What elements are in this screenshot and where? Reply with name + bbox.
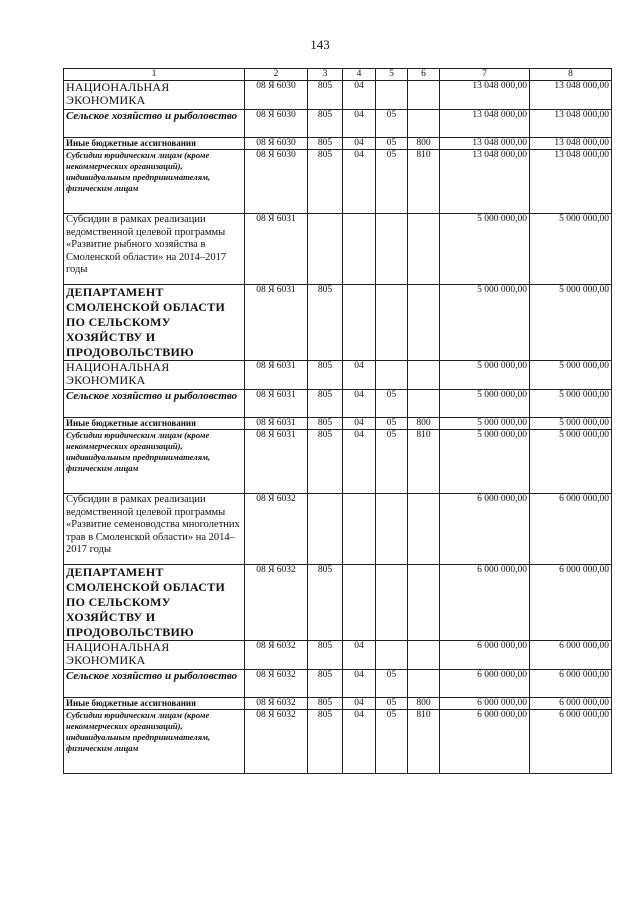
section-code-cell: 04 <box>343 138 376 150</box>
section-code-cell: 04 <box>343 390 376 418</box>
row-name-cell: Сельское хозяйство и рыболовство <box>64 390 245 418</box>
amount-col8-cell: 6 000 000,00 <box>530 565 612 641</box>
row-name-cell: НАЦИОНАЛЬНАЯ ЭКОНОМИКА <box>64 81 245 110</box>
expense-type-cell: 810 <box>408 150 440 214</box>
table-row <box>64 390 612 418</box>
row-name-cell: Иные бюджетные ассигнования <box>64 138 245 150</box>
ministry-code-cell: 805 <box>308 418 343 430</box>
subsection-code-cell <box>376 641 408 670</box>
ministry-code-cell: 805 <box>308 390 343 418</box>
amount-col8-cell: 5 000 000,00 <box>530 418 612 430</box>
row-name-cell: НАЦИОНАЛЬНАЯ ЭКОНОМИКА <box>64 361 245 390</box>
subsection-code-cell <box>376 494 408 565</box>
row-name-cell: Сельское хозяйство и рыболовство <box>64 670 245 698</box>
target-code-cell: 08 Я 6031 <box>245 361 308 390</box>
target-code-cell: 08 Я 6030 <box>245 81 308 110</box>
table-row <box>64 565 612 641</box>
expense-type-cell: 810 <box>408 710 440 774</box>
section-code-cell <box>343 285 376 361</box>
expense-type-cell <box>408 214 440 285</box>
table-row <box>64 110 612 138</box>
target-code-cell: 08 Я 6032 <box>245 670 308 698</box>
ministry-code-cell: 805 <box>308 641 343 670</box>
ministry-code-cell: 805 <box>308 361 343 390</box>
amount-col8-cell: 13 048 000,00 <box>530 150 612 214</box>
amount-col7-cell: 5 000 000,00 <box>440 285 530 361</box>
amount-col7-cell: 13 048 000,00 <box>440 138 530 150</box>
row-name-cell: ДЕПАРТАМЕНТ СМОЛЕНСКОЙ ОБЛАСТИ ПО СЕЛЬСКОМУ ХОЗЯЙСТВУ И ПРОДОВОЛЬСТВИЮ <box>64 285 245 361</box>
target-code-cell: 08 Я 6031 <box>245 285 308 361</box>
header-cell: 5 <box>376 69 408 81</box>
ministry-code-cell: 805 <box>308 710 343 774</box>
section-code-cell: 04 <box>343 361 376 390</box>
table-row <box>64 214 612 285</box>
amount-col8-cell: 13 048 000,00 <box>530 81 612 110</box>
expense-type-cell: 810 <box>408 430 440 494</box>
table-row <box>64 430 612 494</box>
header-cell: 1 <box>64 69 245 81</box>
expense-type-cell <box>408 390 440 418</box>
ministry-code-cell: 805 <box>308 565 343 641</box>
target-code-cell: 08 Я 6032 <box>245 494 308 565</box>
subsection-code-cell: 05 <box>376 710 408 774</box>
amount-col8-cell: 5 000 000,00 <box>530 390 612 418</box>
amount-col7-cell: 13 048 000,00 <box>440 81 530 110</box>
amount-col7-cell: 6 000 000,00 <box>440 565 530 641</box>
target-code-cell: 08 Я 6032 <box>245 710 308 774</box>
target-code-cell: 08 Я 6032 <box>245 641 308 670</box>
subsection-code-cell: 05 <box>376 110 408 138</box>
table-row <box>64 698 612 710</box>
ministry-code-cell: 805 <box>308 110 343 138</box>
subsection-code-cell: 05 <box>376 670 408 698</box>
table-row <box>64 418 612 430</box>
ministry-code-cell <box>308 214 343 285</box>
expense-type-cell <box>408 110 440 138</box>
subsection-code-cell <box>376 214 408 285</box>
table-row <box>64 361 612 390</box>
table-row <box>64 285 612 361</box>
ministry-code-cell <box>308 494 343 565</box>
target-code-cell: 08 Я 6030 <box>245 110 308 138</box>
amount-col7-cell: 6 000 000,00 <box>440 670 530 698</box>
target-code-cell: 08 Я 6031 <box>245 214 308 285</box>
row-name-cell: Иные бюджетные ассигнования <box>64 698 245 710</box>
ministry-code-cell: 805 <box>308 150 343 214</box>
subsection-code-cell: 05 <box>376 390 408 418</box>
target-code-cell: 08 Я 6030 <box>245 150 308 214</box>
amount-col7-cell: 5 000 000,00 <box>440 390 530 418</box>
subsection-code-cell <box>376 81 408 110</box>
subsection-code-cell <box>376 565 408 641</box>
header-cell: 2 <box>245 69 308 81</box>
amount-col7-cell: 13 048 000,00 <box>440 150 530 214</box>
table-row <box>64 670 612 698</box>
header-row <box>64 69 612 81</box>
budget-table <box>63 68 612 774</box>
row-name-cell: Субсидии в рамках реализации ведомственной целевой программы «Развитие семеноводства многолетних трав в Смоленской области» на 2014–2017 годы <box>64 494 245 565</box>
amount-col7-cell: 6 000 000,00 <box>440 698 530 710</box>
target-code-cell: 08 Я 6031 <box>245 430 308 494</box>
amount-col8-cell: 6 000 000,00 <box>530 494 612 565</box>
expense-type-cell <box>408 81 440 110</box>
amount-col7-cell: 13 048 000,00 <box>440 110 530 138</box>
section-code-cell: 04 <box>343 430 376 494</box>
amount-col8-cell: 13 048 000,00 <box>530 110 612 138</box>
table-row <box>64 150 612 214</box>
amount-col7-cell: 5 000 000,00 <box>440 430 530 494</box>
amount-col8-cell: 13 048 000,00 <box>530 138 612 150</box>
expense-type-cell <box>408 641 440 670</box>
amount-col7-cell: 6 000 000,00 <box>440 494 530 565</box>
header-cell: 7 <box>440 69 530 81</box>
amount-col8-cell: 6 000 000,00 <box>530 710 612 774</box>
amount-col8-cell: 6 000 000,00 <box>530 670 612 698</box>
ministry-code-cell: 805 <box>308 430 343 494</box>
expense-type-cell <box>408 361 440 390</box>
expense-type-cell <box>408 565 440 641</box>
table-row <box>64 81 612 110</box>
row-name-cell: Субсидии юридическим лицам (кроме некоммерческих организаций), индивидуальным предпринимателям, физическим лицам <box>64 710 245 774</box>
amount-col7-cell: 5 000 000,00 <box>440 214 530 285</box>
target-code-cell: 08 Я 6030 <box>245 138 308 150</box>
row-name-cell: Иные бюджетные ассигнования <box>64 418 245 430</box>
header-cell: 6 <box>408 69 440 81</box>
section-code-cell: 04 <box>343 81 376 110</box>
expense-type-cell <box>408 494 440 565</box>
row-name-cell: Сельское хозяйство и рыболовство <box>64 110 245 138</box>
expense-type-cell: 800 <box>408 138 440 150</box>
ministry-code-cell: 805 <box>308 285 343 361</box>
amount-col7-cell: 6 000 000,00 <box>440 641 530 670</box>
amount-col8-cell: 5 000 000,00 <box>530 430 612 494</box>
amount-col7-cell: 5 000 000,00 <box>440 361 530 390</box>
table-row <box>64 641 612 670</box>
ministry-code-cell: 805 <box>308 698 343 710</box>
section-code-cell: 04 <box>343 641 376 670</box>
expense-type-cell: 800 <box>408 418 440 430</box>
section-code-cell <box>343 214 376 285</box>
section-code-cell: 04 <box>343 670 376 698</box>
row-name-cell: Субсидии юридическим лицам (кроме некоммерческих организаций), индивидуальным предпринимателям, физическим лицам <box>64 150 245 214</box>
expense-type-cell: 800 <box>408 698 440 710</box>
target-code-cell: 08 Я 6032 <box>245 565 308 641</box>
row-name-cell: Субсидии юридическим лицам (кроме некоммерческих организаций), индивидуальным предпринимателям, физическим лицам <box>64 430 245 494</box>
expense-type-cell <box>408 670 440 698</box>
amount-col8-cell: 6 000 000,00 <box>530 641 612 670</box>
subsection-code-cell <box>376 285 408 361</box>
amount-col8-cell: 5 000 000,00 <box>530 214 612 285</box>
header-cell: 8 <box>530 69 612 81</box>
amount-col8-cell: 5 000 000,00 <box>530 285 612 361</box>
ministry-code-cell: 805 <box>308 81 343 110</box>
section-code-cell <box>343 565 376 641</box>
subsection-code-cell: 05 <box>376 698 408 710</box>
subsection-code-cell <box>376 361 408 390</box>
section-code-cell: 04 <box>343 150 376 214</box>
amount-col7-cell: 6 000 000,00 <box>440 710 530 774</box>
target-code-cell: 08 Я 6032 <box>245 698 308 710</box>
row-name-cell: НАЦИОНАЛЬНАЯ ЭКОНОМИКА <box>64 641 245 670</box>
section-code-cell <box>343 494 376 565</box>
amount-col7-cell: 5 000 000,00 <box>440 418 530 430</box>
ministry-code-cell: 805 <box>308 138 343 150</box>
header-cell: 4 <box>343 69 376 81</box>
table-row <box>64 138 612 150</box>
header-cell: 3 <box>308 69 343 81</box>
subsection-code-cell: 05 <box>376 138 408 150</box>
subsection-code-cell: 05 <box>376 430 408 494</box>
subsection-code-cell: 05 <box>376 418 408 430</box>
target-code-cell: 08 Я 6031 <box>245 418 308 430</box>
target-code-cell: 08 Я 6031 <box>245 390 308 418</box>
table-row <box>64 710 612 774</box>
section-code-cell: 04 <box>343 418 376 430</box>
section-code-cell: 04 <box>343 710 376 774</box>
subsection-code-cell: 05 <box>376 150 408 214</box>
row-name-cell: ДЕПАРТАМЕНТ СМОЛЕНСКОЙ ОБЛАСТИ ПО СЕЛЬСКОМУ ХОЗЯЙСТВУ И ПРОДОВОЛЬСТВИЮ <box>64 565 245 641</box>
table-row <box>64 494 612 565</box>
expense-type-cell <box>408 285 440 361</box>
ministry-code-cell: 805 <box>308 670 343 698</box>
amount-col8-cell: 6 000 000,00 <box>530 698 612 710</box>
page-number: 143 <box>310 37 330 52</box>
section-code-cell: 04 <box>343 698 376 710</box>
amount-col8-cell: 5 000 000,00 <box>530 361 612 390</box>
row-name-cell: Субсидии в рамках реализации ведомственной целевой программы «Развитие рыбного хозяйства в Смоленской области» на 2014–2017 годы <box>64 214 245 285</box>
section-code-cell: 04 <box>343 110 376 138</box>
